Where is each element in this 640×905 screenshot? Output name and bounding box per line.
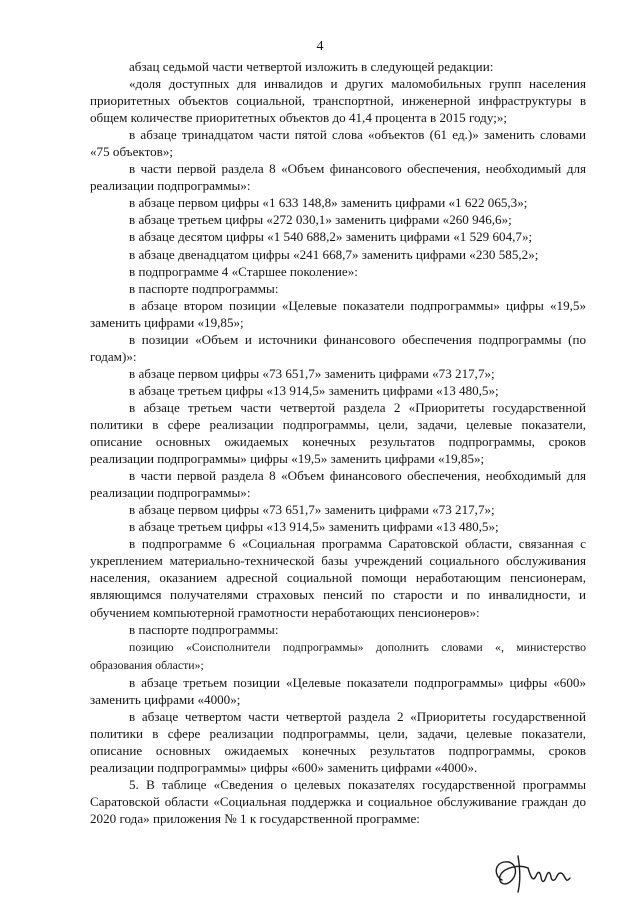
signature-stroke-1	[496, 862, 528, 884]
paragraph-17: в абзаце первом цифры «73 651,7» заменить цифрами «73 217,7»;	[129, 502, 495, 518]
paragraph-8: в абзаце двенадцатом цифры «241 668,7» заменить цифрами «230 585,2»;	[129, 246, 539, 262]
paragraph-21	[90, 638, 586, 674]
paragraph-14: в абзаце третьем цифры «13 914,5» заменить цифрами «13 480,5»;	[129, 382, 499, 398]
paragraph-1: абзац седьмой части четвертой изложить в следующей редакции:	[129, 59, 494, 74]
paragraph-6: в абзаце третьем цифры «272 030,1» заменить цифрами «260 946,6»;	[129, 212, 512, 228]
signature-stroke-3	[528, 868, 570, 882]
paragraph-13: в абзаце первом цифры «73 651,7» заменить цифрами «73 217,7»;	[129, 365, 495, 381]
paragraph-21-text: позицию «Соисполнители подпрограммы» дополнить словами «, министерство образования области»;	[90, 639, 586, 672]
page-number: 4	[316, 39, 324, 54]
paragraph-12: в позиции «Объем и источники финансового обеспечения подпрограммы (по годам)»:	[90, 331, 586, 364]
signature-image	[488, 850, 584, 894]
document-body	[90, 58, 586, 827]
signature-stroke-2	[518, 856, 520, 892]
paragraph-3: в абзаце тринадцатом части пятой слова «объектов (61 ед.)» заменить словами «75 объектов»;	[90, 127, 586, 160]
paragraph-7: в абзаце десятом цифры «1 540 688,2» заменить цифрами «1 529 604,7»;	[129, 229, 533, 245]
paragraph-5: в абзаце первом цифры «1 633 148,8» заменить цифрами «1 622 065,3»;	[129, 195, 528, 211]
paragraph-16: в части первой раздела 8 «Объем финансового обеспечения, необходимый для реализации подпрограммы»:	[90, 468, 586, 501]
paragraph-15: в абзаце третьем части четвертой раздела 2 «Приоритеты государственной политики в сфере реализации подпрограммы, цели, задачи, целевые показатели, описание основных ожидаемых конечных результатов подпрограммы, сроков реализации подпрограммы» цифры «19,5» заменить цифрами «19,85»;	[90, 399, 586, 467]
paragraph-20: в паспорте подпрограммы:	[129, 621, 279, 637]
paragraph-4: в части первой раздела 8 «Объем финансового обеспечения, необходимый для реализации подпрограммы»:	[90, 161, 586, 194]
paragraph-2: «доля доступных для инвалидов и других маломобильных групп населения приоритетных объектов социальной, транспортной, инженерной инфраструктуры в общем количестве приоритетных объектов до 41,4 процента в 2015 году;»;	[90, 76, 586, 126]
paragraph-9: в подпрограмме 4 «Старшее поколение»:	[129, 263, 358, 279]
paragraph-22: в абзаце третьем позиции «Целевые показатели подпрограммы» цифры «600» заменить цифрами «4000»;	[90, 674, 586, 707]
paragraph-19: в подпрограмме 6 «Социальная программа Саратовской области, связанная с укреплением материально-технической базы учреждений социального обслуживания населения, оказанием адресной социальной помощи неработающим пенсионерам, являющимся получателями страховых пенсий по старости и по инвалидности, и обучением компьютерной грамотности неработающих пенсионеров»:	[90, 536, 586, 620]
paragraph-18: в абзаце третьем цифры «13 914,5» заменить цифрами «13 480,5»;	[129, 519, 499, 535]
paragraph-24: 5. В таблице «Сведения о целевых показателях государственной программы Саратовской области «Социальная поддержка и социальное обслуживание граждан до 2020 года» приложения № 1 к государственной программе:	[90, 776, 586, 827]
paragraph-23: в абзаце четвертом части четвертой раздела 2 «Приоритеты государственной политики в сфере реализации подпрограммы, цели, задачи, целевые показатели, описание основных ожидаемых конечных результатов подпрограммы, сроков реализации подпрограммы» цифры «600» заменить цифрами «4000».	[90, 708, 586, 775]
paragraph-10: в паспорте подпрограммы:	[129, 280, 279, 296]
paragraph-11: в абзаце втором позиции «Целевые показатели подпрограммы» цифры «19,5» заменить цифрами «19,85»;	[90, 297, 586, 330]
